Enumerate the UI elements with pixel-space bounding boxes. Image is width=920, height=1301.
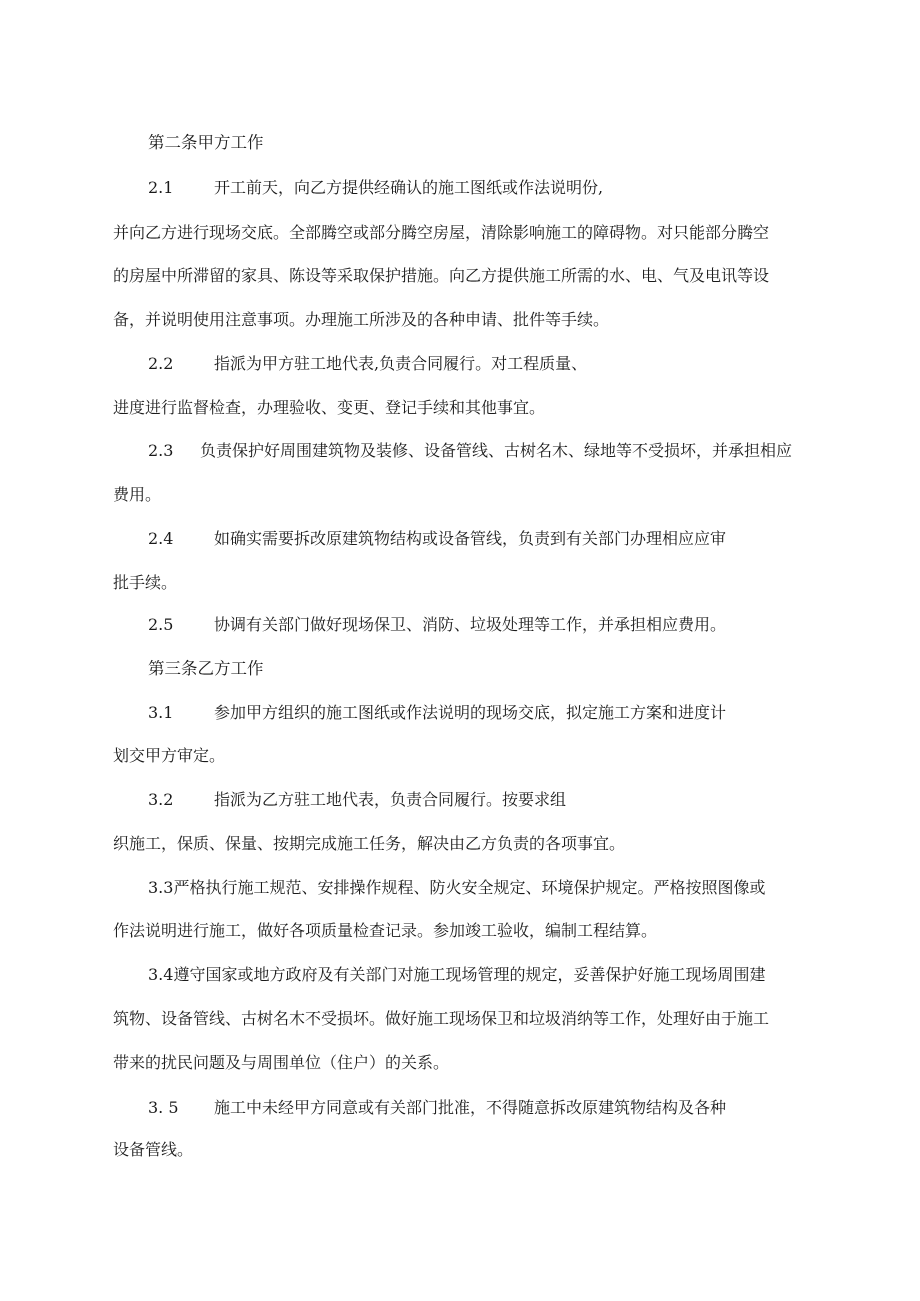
section-heading-3: 第三条乙方工作 — [148, 659, 264, 678]
clause-text: 遵守国家或地方政府及有关部门对施工现场管理的规定，妥善保护好施工现场周围建 — [173, 965, 766, 984]
clause-number: 2.3 — [148, 441, 174, 460]
clause-3-5-line-1 — [148, 1097, 726, 1119]
clause-2-2-line-2: 进度进行监督检查，办理验收、变更、登记手续和其他事宜。 — [113, 398, 546, 417]
clause-3-4-line-3: 带来的扰民问题及与周围单位（住户）的关系。 — [113, 1053, 450, 1072]
clause-2-4-line-1 — [148, 528, 726, 550]
clause-3-3-line-2: 作法说明进行施工，做好各项质量检查记录。参加竣工验收，编制工程结算。 — [113, 921, 658, 940]
clause-text: 严格执行施工规范、安排操作规程、防火安全规定、环境保护规定。严格按照图像或 — [173, 878, 766, 897]
clause-2-1-line-3: 的房屋中所滞留的家具、陈设等采取保护措施。向乙方提供施工所需的水、电、气及电讯等设 — [113, 266, 770, 285]
clause-number: 3.1 — [148, 703, 174, 722]
clause-3-1-line-2: 划交甲方审定。 — [113, 746, 226, 765]
clause-3-5-line-2: 设备管线。 — [113, 1140, 194, 1159]
clause-number: 3.3 — [148, 878, 174, 897]
clause-2-3-line-1 — [148, 440, 792, 462]
clause-2-5-line-1 — [148, 614, 726, 636]
clause-number: 2.5 — [148, 615, 174, 634]
clause-number: 2.1 — [148, 178, 174, 197]
clause-text: 如确实需要拆改原建筑物结构或设备管线，负责到有关部门办理相应应审 — [214, 529, 727, 548]
clause-text: 参加甲方组织的施工图纸或作法说明的现场交底，拟定施工方案和进度计 — [214, 703, 727, 722]
clause-2-1-line-1 — [148, 177, 603, 199]
clause-3-4-line-1 — [148, 964, 765, 986]
clause-3-2-line-1 — [148, 789, 566, 811]
clause-number: 3.4 — [148, 965, 174, 984]
clause-number: 3.2 — [148, 790, 174, 809]
clause-3-3-line-1 — [148, 877, 765, 899]
clause-number: 2.4 — [148, 529, 174, 548]
clause-2-2-line-1 — [148, 353, 587, 375]
clause-2-1-line-4: 备，并说明使用注意事项。办理施工所涉及的各种申请、批件等手续。 — [113, 310, 610, 329]
clause-text: 指派为乙方驻工地代表，负责合同履行。按要求组 — [214, 790, 567, 809]
clause-number: 2.2 — [148, 354, 174, 373]
clause-2-3-line-2: 费用。 — [113, 485, 162, 504]
section-heading-2: 第二条甲方工作 — [148, 133, 264, 152]
clause-text: 负责保护好周围建筑物及装修、设备管线、古树名木、绿地等不受损坏，并承担相应 — [200, 441, 793, 460]
clause-text: 协调有关部门做好现场保卫、消防、垃圾处理等工作，并承担相应费用。 — [214, 615, 727, 634]
clause-3-2-line-2: 织施工，保质、保量、按期完成施工任务，解决由乙方负责的各项事宜。 — [113, 834, 626, 853]
clause-text: 指派为甲方驻工地代表,负责合同履行。对工程质量、 — [214, 354, 588, 373]
clause-2-4-line-2: 批手续。 — [113, 573, 178, 592]
clause-2-1-line-2: 并向乙方进行现场交底。全部腾空或部分腾空房屋，清除影响施工的障碍物。对只能部分腾空 — [113, 223, 770, 242]
clause-number: 3. 5 — [148, 1098, 179, 1117]
clause-3-4-line-2: 筑物、设备管线、古树名木不受损坏。做好施工现场保卫和垃圾消纳等工作，处理好由于施工 — [113, 1009, 770, 1028]
clause-text: 施工中未经甲方同意或有关部门批准，不得随意拆改原建筑物结构及各种 — [214, 1098, 727, 1117]
clause-3-1-line-1 — [148, 702, 726, 724]
clause-text: 开工前天，向乙方提供经确认的施工图纸或作法说明份, — [214, 178, 604, 197]
